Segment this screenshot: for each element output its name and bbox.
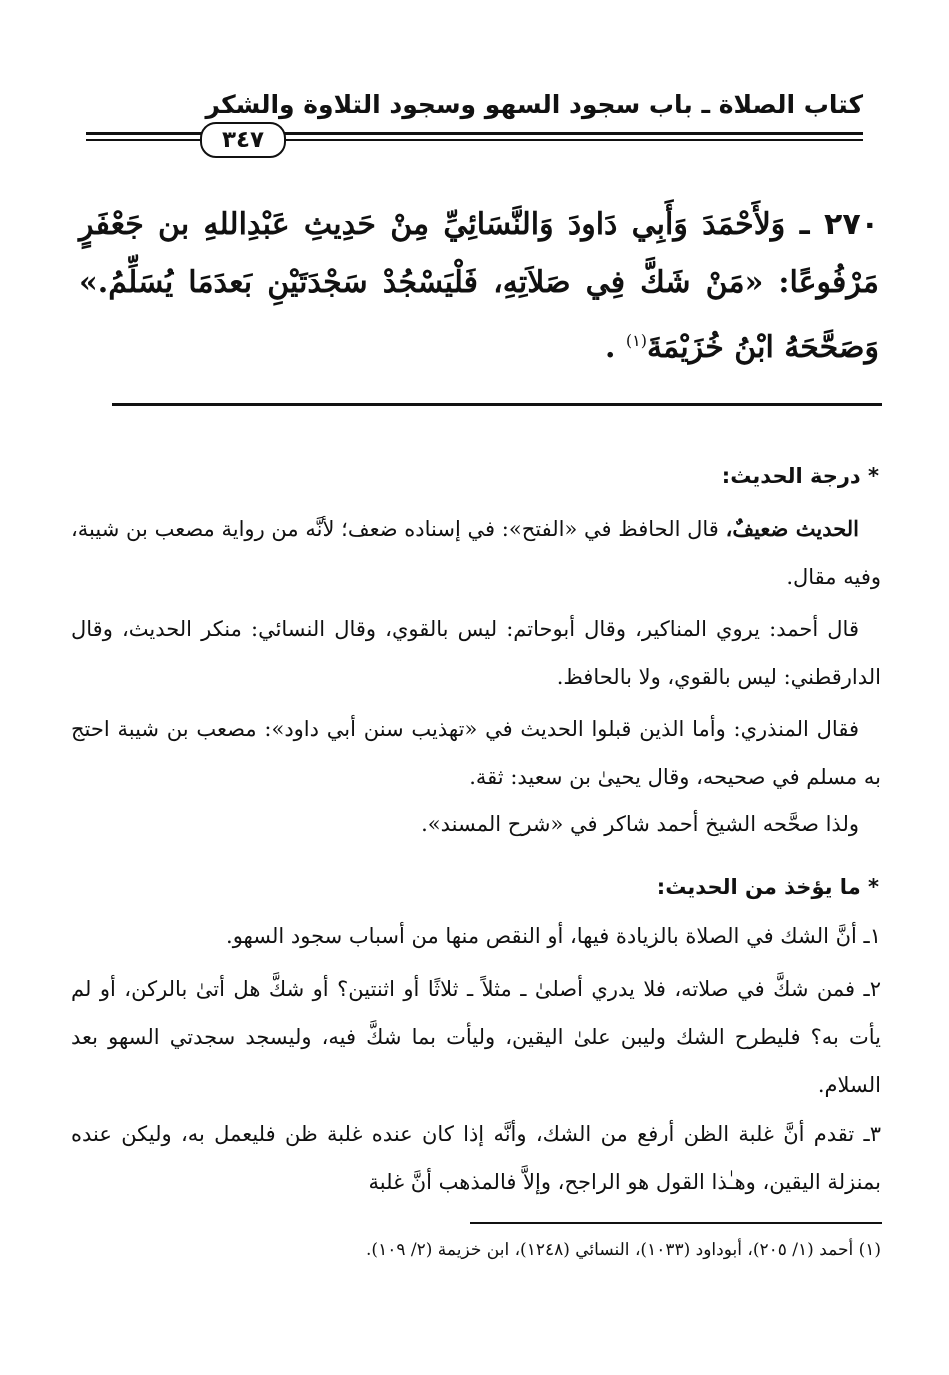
grade-paragraph-3 (71, 705, 881, 801)
lesson-item: ١ـ أنَّ الشك في الصلاة بالزيادة فيها، أو النقص منها من أسباب سجود السهو. (226, 924, 881, 948)
running-header: كتاب الصلاة ـ باب سجود السهو وسجود التلاوة والشكر (205, 90, 863, 119)
footnote-rule (470, 1222, 882, 1224)
footnote: (١) أحمد (١/ ٢٠٥)، أبوداود (١٠٣٣)، النسائي (١٢٤٨)، ابن خزيمة (٢/ ١٠٩). (366, 1240, 881, 1260)
lesson-item: ٢ـ فمن شكَّ في صلاته، فلا يدري أصلىٰ ـ مثلاً ـ ثلاثًا أو اثنتين؟ أو شكَّ هل أتىٰ بالركن، أو لم يأت به؟ فليطرح الشك وليبن علىٰ اليقين، وليأت بما شكَّ فيه، وليسجد سجدتي السهو بعد السلام. (71, 977, 881, 1097)
grade-paragraph-1-text: قال الحافظ في «الفتح»: في إسناده ضعف؛ لأنَّه من رواية مصعب بن شيبة، وفيه مقال. (71, 517, 881, 589)
section-divider (112, 403, 882, 406)
page-number: ٣٤٧ (200, 122, 286, 158)
grade-paragraph-2-text: قال أحمد: يروي المناكير، وقال أبوحاتم: ليس بالقوي، وقال النسائي: منكر الحديث، وقال الدارقطني: ليس بالقوي، ولا بالحافظ. (71, 617, 881, 689)
grade-paragraph-4 (71, 800, 881, 848)
hadith-end: . (604, 330, 626, 365)
hadith-text-block (79, 196, 879, 377)
grade-paragraph-2 (71, 605, 881, 701)
grade-heading: * درجة الحديث: (721, 464, 879, 488)
grade-paragraph-1 (71, 505, 881, 601)
hadith-text: وَلأَحْمَدَ وَأَبِي دَاودَ وَالنَّسَائِيِّ مِنْ حَدِيثِ عَبْدِاللهِ بن جَعْفَرٍ مَرْفُوعًا: «مَنْ شَكَّ فِي صَلاَتِهِ، فَلْيَسْجُدْ سَجْدَتَيْنِ بَعدَمَا يُسَلِّمُ.» وَصَحَّحَهُ ابْنُ خُزَيْمَةَ (79, 207, 879, 365)
grade-verdict: الحديث ضعيفٌ، (725, 516, 860, 541)
grade-paragraph-3-text: فقال المنذري: وأما الذين قبلوا الحديث في «تهذيب سنن أبي داود»: مصعب بن شيبة احتج به مسلم في صحيحه، وقال يحيىٰ بن سعيد: ثقة. (71, 717, 881, 789)
grade-paragraph-4-text: ولذا صحَّحه الشيخ أحمد شاكر في «شرح المسند». (421, 812, 859, 836)
lessons-heading: * ما يؤخذ من الحديث: (656, 875, 879, 899)
hadith-number: ٢٧٠ ـ (799, 207, 879, 242)
lesson-item: ٣ـ تقدم أنَّ غلبة الظن أرفع من الشك، وأنَّه إذا كان عنده غلبة ظن فليعمل به، وليكن عنده بمنزلة اليقين، وهـٰذا القول هو الراجح، وإلاَّ فالمذهب أنَّ غلبة (71, 1122, 881, 1194)
footnote-marker: (١) (625, 331, 647, 350)
